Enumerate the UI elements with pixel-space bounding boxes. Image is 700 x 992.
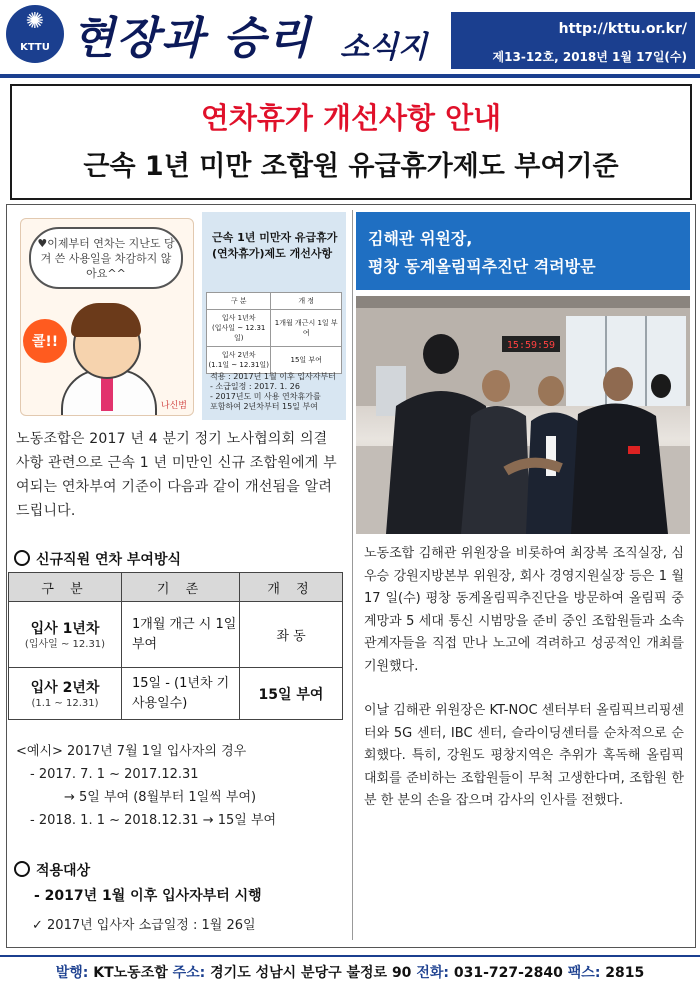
news-paragraph: 노동조합 김해관 위원장을 비롯하여 최장복 조직실장, 심우승 강원지방본부 위원장, 회사 경영지원실장 등은 1 월 17 일(수) 평창 동계올림픽추진단을 방문하여 올림픽 중계망과 5 세대 통신 시범망을 준비 중인 조합원들과 소속 관계자들을 직접 만나 노고에 격려하고 성공적인 개최를 기원했다. bbox=[364, 546, 684, 674]
example-line: → 5일 부여 (8월부터 1일씩 부여) bbox=[64, 790, 257, 805]
speech-bubble: ♥이제부터 연차는 지난도 당겨 쓴 사용일을 차감하지 않아요^^ bbox=[29, 227, 183, 289]
footer-divider bbox=[0, 955, 700, 957]
mini-policy-table bbox=[206, 292, 342, 374]
newsletter-subtitle: 소식지 bbox=[340, 30, 427, 65]
table-header: 기 존 bbox=[122, 573, 240, 602]
star-icon: ✺ bbox=[25, 9, 45, 34]
table-header: 구 분 bbox=[9, 573, 122, 602]
footer-label: 전화: bbox=[416, 965, 449, 981]
publisher-fax: 2815 bbox=[605, 965, 645, 981]
row-label: 입사 1년차 (입사일 ~ 12.31) bbox=[9, 602, 122, 668]
news-paragraph: 이날 김해관 위원장은 KT-NOC 센터부터 올림픽브리핑센터와 5G 센터, IBC 센터, 슬라이딩센터를 순차적으로 순회했다. 특히, 강원도 평창지역은 추위가 혹독해 올림픽대회를 준비하는 조합원들이 무척 고생한다며, 조합원 한 분 한 분의 손을 잡으며 감사의 인사를 전했다. bbox=[364, 703, 684, 808]
circle-bullet-icon bbox=[14, 861, 30, 877]
cartoon-hair bbox=[71, 303, 141, 337]
kttu-logo bbox=[6, 5, 64, 63]
newsletter-title: 현장과 승리 bbox=[72, 13, 312, 64]
header-divider bbox=[0, 74, 700, 78]
publisher-name: KT노동조합 bbox=[93, 965, 168, 981]
publisher-phone: 031-727-2840 bbox=[453, 965, 563, 981]
mini-header: 구 분 bbox=[207, 293, 271, 310]
photo-illustration bbox=[356, 296, 690, 534]
table-header-row bbox=[9, 573, 343, 602]
mini-row-label: 입사 1년차 (입사일 ~ 12.31일) bbox=[207, 310, 271, 347]
visit-photo bbox=[356, 296, 690, 534]
leave-rules-table bbox=[8, 572, 343, 720]
cartoon-illustration bbox=[20, 218, 194, 416]
logo-text: KTTU bbox=[20, 42, 50, 53]
info-notes: 적용 : 2017년 1월 이후 입사자부터 - 소급일정 : 2017. 1. 26 - 2017년도 미 사용 연차휴가를 포함하여 2년차부터 15일 부여 bbox=[210, 372, 336, 411]
footer-label: 팩스: bbox=[567, 965, 601, 981]
existing-cell: 15일 - (1년차 기 사용일수) bbox=[122, 668, 240, 720]
circle-bullet-icon bbox=[14, 550, 30, 566]
example-block bbox=[16, 740, 346, 832]
column-divider bbox=[352, 210, 353, 940]
site-url-link[interactable]: http://kttu.or.kr/ bbox=[558, 21, 687, 37]
mini-row-label: 입사 2년차 (1.1일 ~ 12.31일) bbox=[207, 347, 271, 374]
news-headline-line2: 평창 동계올림픽추진단 격려방문 bbox=[368, 257, 596, 276]
target-statement: - 2017년 1월 이후 입사자부터 시행 bbox=[34, 888, 262, 904]
issue-info-box bbox=[451, 12, 695, 69]
news-headline-box bbox=[356, 212, 690, 290]
news-article bbox=[364, 543, 684, 813]
table-row bbox=[9, 668, 343, 720]
section-heading-target: 적용대상 bbox=[14, 860, 90, 880]
headline-sub: 근속 1년 미만 조합원 유급휴가제도 부여기준 bbox=[83, 151, 619, 182]
retroactive-date-note: ✓ 2017년 입사자 소급일정 : 1월 26일 bbox=[32, 918, 256, 933]
revised-cell: 15일 부여 bbox=[240, 668, 343, 720]
intro-paragraph: 노동조합은 2017 년 4 분기 정기 노사협의회 의결사항 관련으로 근속 1 년 미만인 신규 조합원에게 부여되는 연차부여 기준이 다음과 같이 개선됨을 알려드립니다. bbox=[16, 431, 337, 519]
example-line: - 2018. 1. 1 ~ 2018.12.31 → 15일 부여 bbox=[30, 813, 277, 828]
mini-row-value: 15일 부여 bbox=[271, 347, 342, 374]
news-headline-line1: 김해관 위원장, bbox=[368, 229, 473, 248]
revised-cell: 좌 동 bbox=[240, 602, 343, 668]
publisher-footer bbox=[0, 962, 700, 982]
example-title: <예시> 2017년 7월 1일 입사자의 경우 bbox=[16, 744, 247, 759]
artist-signature: 나신범 bbox=[160, 401, 187, 411]
mini-header: 개 정 bbox=[271, 293, 342, 310]
mini-row-value: 1개월 개근시 1일 부여 bbox=[271, 310, 342, 347]
headline-main: 연차휴가 개선사항 안내 bbox=[200, 101, 502, 135]
footer-label: 주소: bbox=[172, 965, 206, 981]
section-heading-leave-method: 신규직원 연차 부여방식 bbox=[14, 549, 181, 569]
clock-display: 15:59:59 bbox=[506, 340, 556, 351]
row-label: 입사 2년차 (1.1 ~ 12.31) bbox=[9, 668, 122, 720]
burst-badge: 콜!! bbox=[23, 319, 67, 363]
example-line: - 2017. 7. 1 ~ 2017.12.31 bbox=[30, 767, 199, 782]
issue-date: 제13-12호, 2018년 1월 17일(수) bbox=[492, 50, 687, 64]
policy-info-panel bbox=[202, 212, 346, 420]
table-header: 개 정 bbox=[240, 573, 343, 602]
existing-cell: 1개월 개근 시 1일 부여 bbox=[122, 602, 240, 668]
headline-box bbox=[10, 84, 692, 200]
publisher-address: 경기도 성남시 분당구 불정로 90 bbox=[210, 965, 412, 981]
table-row bbox=[9, 602, 343, 668]
footer-label: 발행: bbox=[55, 965, 89, 981]
info-panel-heading: 근속 1년 미만자 유급휴가(연차휴가)제도 개선사항 bbox=[212, 231, 338, 260]
